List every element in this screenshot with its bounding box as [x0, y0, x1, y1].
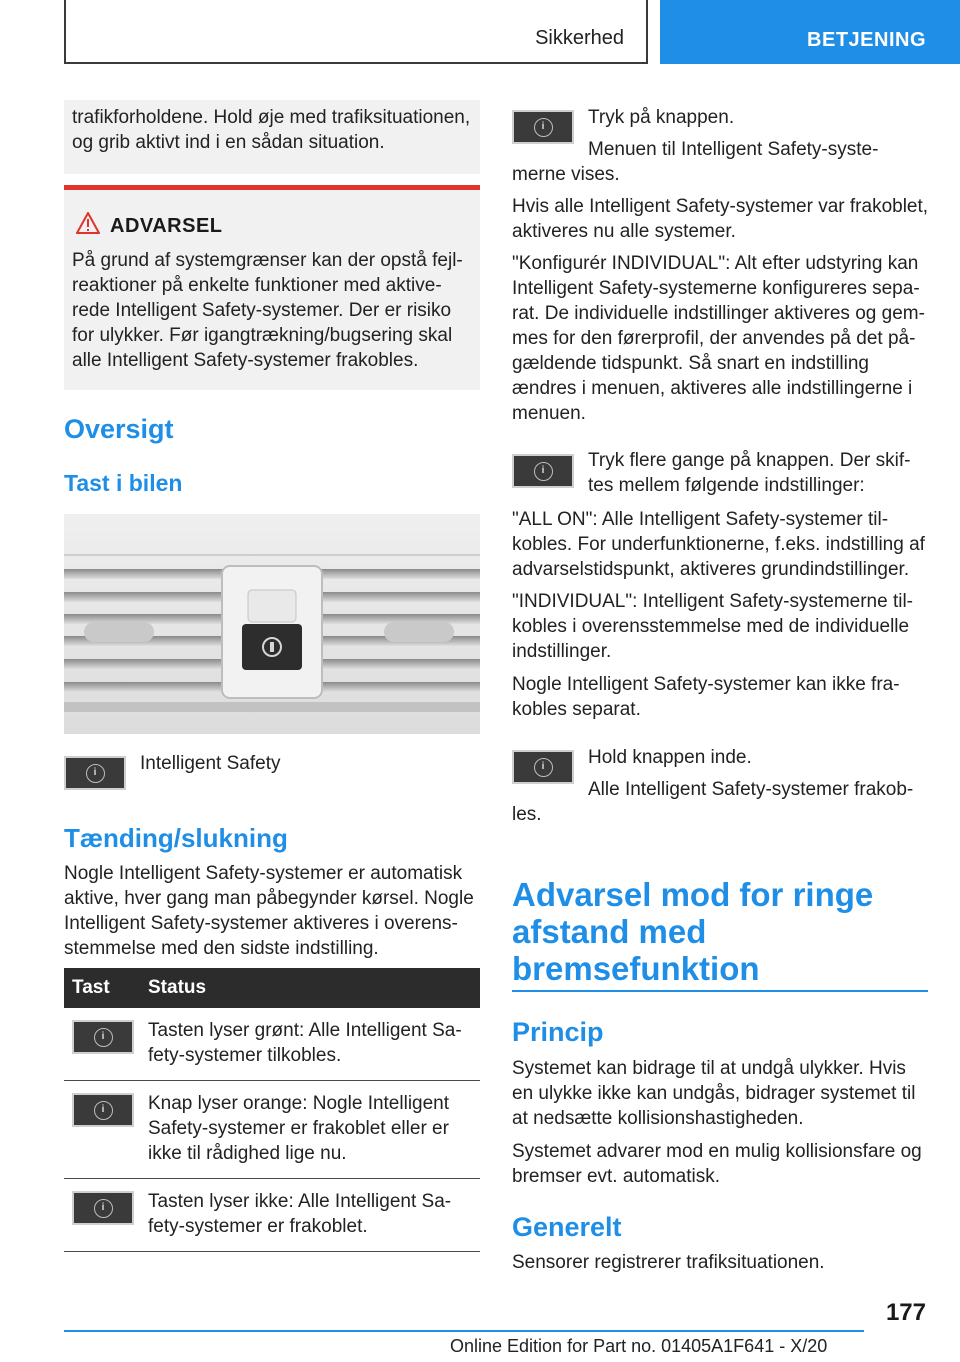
- intelligent-safety-button-icon: i: [72, 1020, 134, 1054]
- header-section-title: Sikkerhed: [535, 27, 624, 49]
- intelligent-safety-button-icon: i: [64, 756, 126, 790]
- intelligent-safety-button-icon: i: [512, 750, 574, 784]
- intelligent-safety-button-icon: i: [512, 454, 574, 488]
- step1-action: Tryk på knappen.: [588, 107, 735, 128]
- heading-princip: Princip: [512, 1017, 604, 1047]
- table-header-tast: Tast: [64, 968, 140, 1008]
- heading-advarsel: Advarsel mod for ringe afstand med bremsefunktion: [512, 876, 874, 987]
- warning-box: [64, 185, 480, 390]
- step1-result: Menuen til Intelligent Safety-syste-merne vises.: [512, 139, 879, 185]
- step3-action: Hold knappen inde.: [588, 747, 752, 768]
- heading-rule: [512, 990, 928, 992]
- warning-title: ADVARSEL: [110, 215, 223, 237]
- princip-text-2: Systemet advarer mod en mulig kollisionsfare og bremser evt. automatisk.: [512, 1141, 922, 1187]
- paragraph-all-disabled: Hvis alle Intelligent Safety-systemer var frakoblet, aktiveres nu alle systemer.: [512, 196, 929, 242]
- table-row: [64, 1081, 480, 1179]
- heading-oversigt: Oversigt: [64, 414, 174, 444]
- warning-body: På grund af systemgrænser kan der opstå fejl-reaktioner på enkelte funktioner med aktive-rede Intelligent Safety-systemer. Der er risiko for ulykker. Før igangtrækning/bugsering skal alle Intelligent Safety-systemer frakobles.: [72, 250, 463, 371]
- step3-result: Alle Intelligent Safety-systemer frakob-les.: [512, 779, 914, 825]
- intro-text: trafikforholdene. Hold øje med trafiksituationen, og grib aktivt ind i en sådan situation.: [72, 107, 471, 153]
- table-row-status: Tasten lyser ikke: Alle Intelligent Sa-fety-systemer er frakoblet.: [140, 1179, 480, 1252]
- status-table: [64, 968, 480, 1252]
- page-number: 177: [885, 1299, 926, 1326]
- header-tab-label: BETJENING: [807, 29, 926, 51]
- heading-tast-i-bilen: Tast i bilen: [64, 470, 183, 496]
- footer-rule: [64, 1330, 864, 1332]
- heading-taending-slukning: Tænding/slukning: [64, 823, 288, 853]
- car-button-photo: [64, 514, 480, 734]
- generelt-text: Sensorer registrerer trafiksituationen.: [512, 1252, 825, 1273]
- princip-text-1: Systemet kan bidrage til at undgå ulykker. Hvis en ulykke ikke kan undgås, bidrager systemet til at nedsætte kollisionshastigheden.: [512, 1058, 916, 1129]
- intelligent-safety-button-icon: i: [72, 1191, 134, 1225]
- paragraph-configure-individual: "Konfigurér INDIVIDUAL": Alt efter udstyring kan Intelligent Safety-systemerne konfigureres sepa-rat. De individuelle indstillinger aktiveres og gem-mes for den førerprofil, der anvendes på det på-gældende tidspunkt. Så snart en indstilling ændres i menuen, aktiveres alle indstillingerne i menuen.: [512, 253, 925, 424]
- step2-action: Tryk flere gange på knappen. Der skif-tes mellem følgende indstillinger:: [588, 450, 911, 496]
- intelligent-safety-button-icon: i: [72, 1093, 134, 1127]
- table-row-status: Knap lyser orange: Nogle Intelligent Safety-systemer er frakoblet eller er ikke til rådighed lige nu.: [140, 1081, 480, 1179]
- table-header-status: Status: [140, 968, 480, 1008]
- intelligent-safety-button-icon: i: [512, 110, 574, 144]
- paragraph-all-on: "ALL ON": Alle Intelligent Safety-systemer til-kobles. For underfunktionerne, f.eks. indstilling af advarselstidspunkt, aktiveres grundindstillinger.: [512, 509, 925, 580]
- table-row-status: Tasten lyser grønt: Alle Intelligent Sa-fety-systemer tilkobles.: [140, 1008, 480, 1081]
- footer-edition: Online Edition for Part no. 01405A1F641 - X/20: [450, 1336, 828, 1356]
- table-row: [64, 1179, 480, 1252]
- header-tab: [660, 0, 960, 64]
- button-caption: Intelligent Safety: [140, 753, 281, 774]
- paragraph-not-separate: Nogle Intelligent Safety-systemer kan ikke fra-kobles separat.: [512, 674, 900, 720]
- table-row: [64, 1008, 480, 1081]
- paragraph-individual: "INDIVIDUAL": Intelligent Safety-systemerne til-kobles i overensstemmelse med de individuelle indstillinger.: [512, 591, 914, 662]
- header-section-box: [64, 0, 648, 64]
- heading-generelt: Generelt: [512, 1212, 622, 1242]
- intro-box: [64, 100, 480, 174]
- warning-triangle-icon: [76, 212, 100, 239]
- taending-text: Nogle Intelligent Safety-systemer er automatisk aktive, hver gang man påbegynder kørsel. Nogle Intelligent Safety-systemer aktiveres i overens-stemmelse med den sidste indstilling.: [64, 863, 474, 959]
